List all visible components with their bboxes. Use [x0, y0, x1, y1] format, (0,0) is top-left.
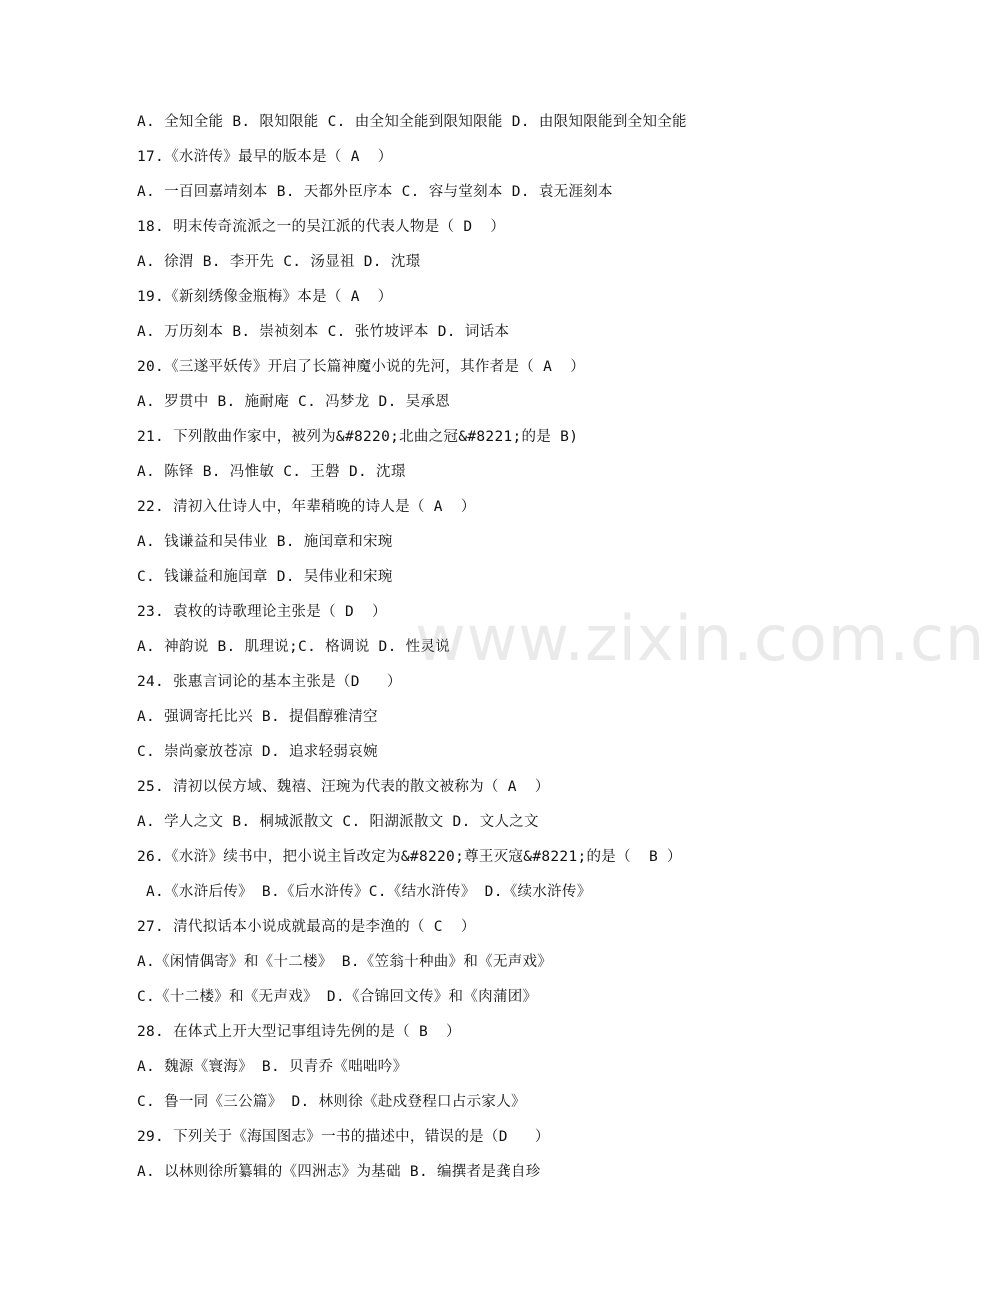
question-line: 26.《水浒》续书中，把小说主旨改定为&#8220;尊王灭寇&#8221;的是（ B ）: [137, 849, 682, 865]
question-line: 20.《三遂平妖传》开启了长篇神魔小说的先河，其作者是（ A ）: [137, 359, 586, 375]
answer-options-line: A.《闲情偶寄》和《十二楼》 B.《笠翁十种曲》和《无声戏》: [137, 954, 553, 970]
answer-options-line: A. 全知全能 B. 限知限能 C. 由全知全能到限知限能 D. 由限知限能到全知全能: [137, 114, 687, 130]
question-list: [137, 108, 897, 1193]
answer-options-line: A. 万历刻本 B. 崇祯刻本 C. 张竹坡评本 D. 词话本: [137, 324, 510, 340]
question-line: 21. 下列散曲作家中，被列为&#8220;北曲之冠&#8221;的是 B): [137, 429, 579, 445]
question-line: 22. 清初入仕诗人中，年辈稍晚的诗人是（ A ）: [137, 499, 476, 515]
answer-options-line: A.《水浒后传》 B.《后水浒传》C.《结水浒传》 D.《续水浒传》: [137, 884, 592, 900]
answer-options-line: A. 神韵说 B. 肌理说;C. 格调说 D. 性灵说: [137, 639, 451, 655]
answer-options-line: A. 一百回嘉靖刻本 B. 天都外臣序本 C. 容与堂刻本 D. 袁无涯刻本: [137, 184, 613, 200]
question-line: 28. 在体式上开大型记事组诗先例的是（ B ）: [137, 1024, 461, 1040]
answer-options-line: A. 钱谦益和吴伟业 B. 施闰章和宋琬: [137, 534, 393, 550]
answer-options-line: A. 陈铎 B. 冯惟敏 C. 王磐 D. 沈璟: [137, 464, 406, 480]
answer-options-line: C.《十二楼》和《无声戏》 D.《合锦回文传》和《肉蒲团》: [137, 989, 538, 1005]
answer-options-line: C. 崇尚豪放苍凉 D. 追求轻弱哀婉: [137, 744, 378, 760]
question-line: 19.《新刻绣像金瓶梅》本是（ A ）: [137, 289, 393, 305]
answer-options-line: C. 鲁一同《三公篇》 D. 林则徐《赴戍登程口占示家人》: [137, 1094, 526, 1110]
question-line: 18. 明末传奇流派之一的吴江派的代表人物是（ D ）: [137, 219, 506, 235]
question-line: 27. 清代拟话本小说成就最高的是李渔的（ C ）: [137, 919, 476, 935]
answer-options-line: C. 钱谦益和施闰章 D. 吴伟业和宋琬: [137, 569, 393, 585]
site-watermark: www.zixin.com.cn: [415, 602, 985, 675]
answer-options-line: A. 学人之文 B. 桐城派散文 C. 阳湖派散文 D. 文人之文: [137, 814, 539, 830]
question-line: 23. 袁枚的诗歌理论主张是（ D ）: [137, 604, 387, 620]
answer-options-line: A. 罗贯中 B. 施耐庵 C. 冯梦龙 D. 吴承恩: [137, 394, 451, 410]
question-line: 24. 张惠言词论的基本主张是（D ）: [137, 674, 402, 690]
answer-options-line: A. 魏源《寰海》 B. 贝青乔《咄咄吟》: [137, 1059, 408, 1075]
question-line: 25. 清初以侯方域、魏禧、汪琬为代表的散文被称为（ A ）: [137, 779, 550, 795]
answer-options-line: A. 强调寄托比兴 B. 提倡醇雅清空: [137, 709, 378, 725]
answer-options-line: A. 徐渭 B. 李开先 C. 汤显祖 D. 沈璟: [137, 254, 421, 270]
question-line: 29. 下列关于《海国图志》一书的描述中，错误的是（D ）: [137, 1129, 550, 1145]
answer-options-line: A. 以林则徐所纂辑的《四洲志》为基础 B. 编撰者是龚自珍: [137, 1164, 541, 1180]
question-line: 17.《水浒传》最早的版本是（ A ）: [137, 149, 393, 165]
